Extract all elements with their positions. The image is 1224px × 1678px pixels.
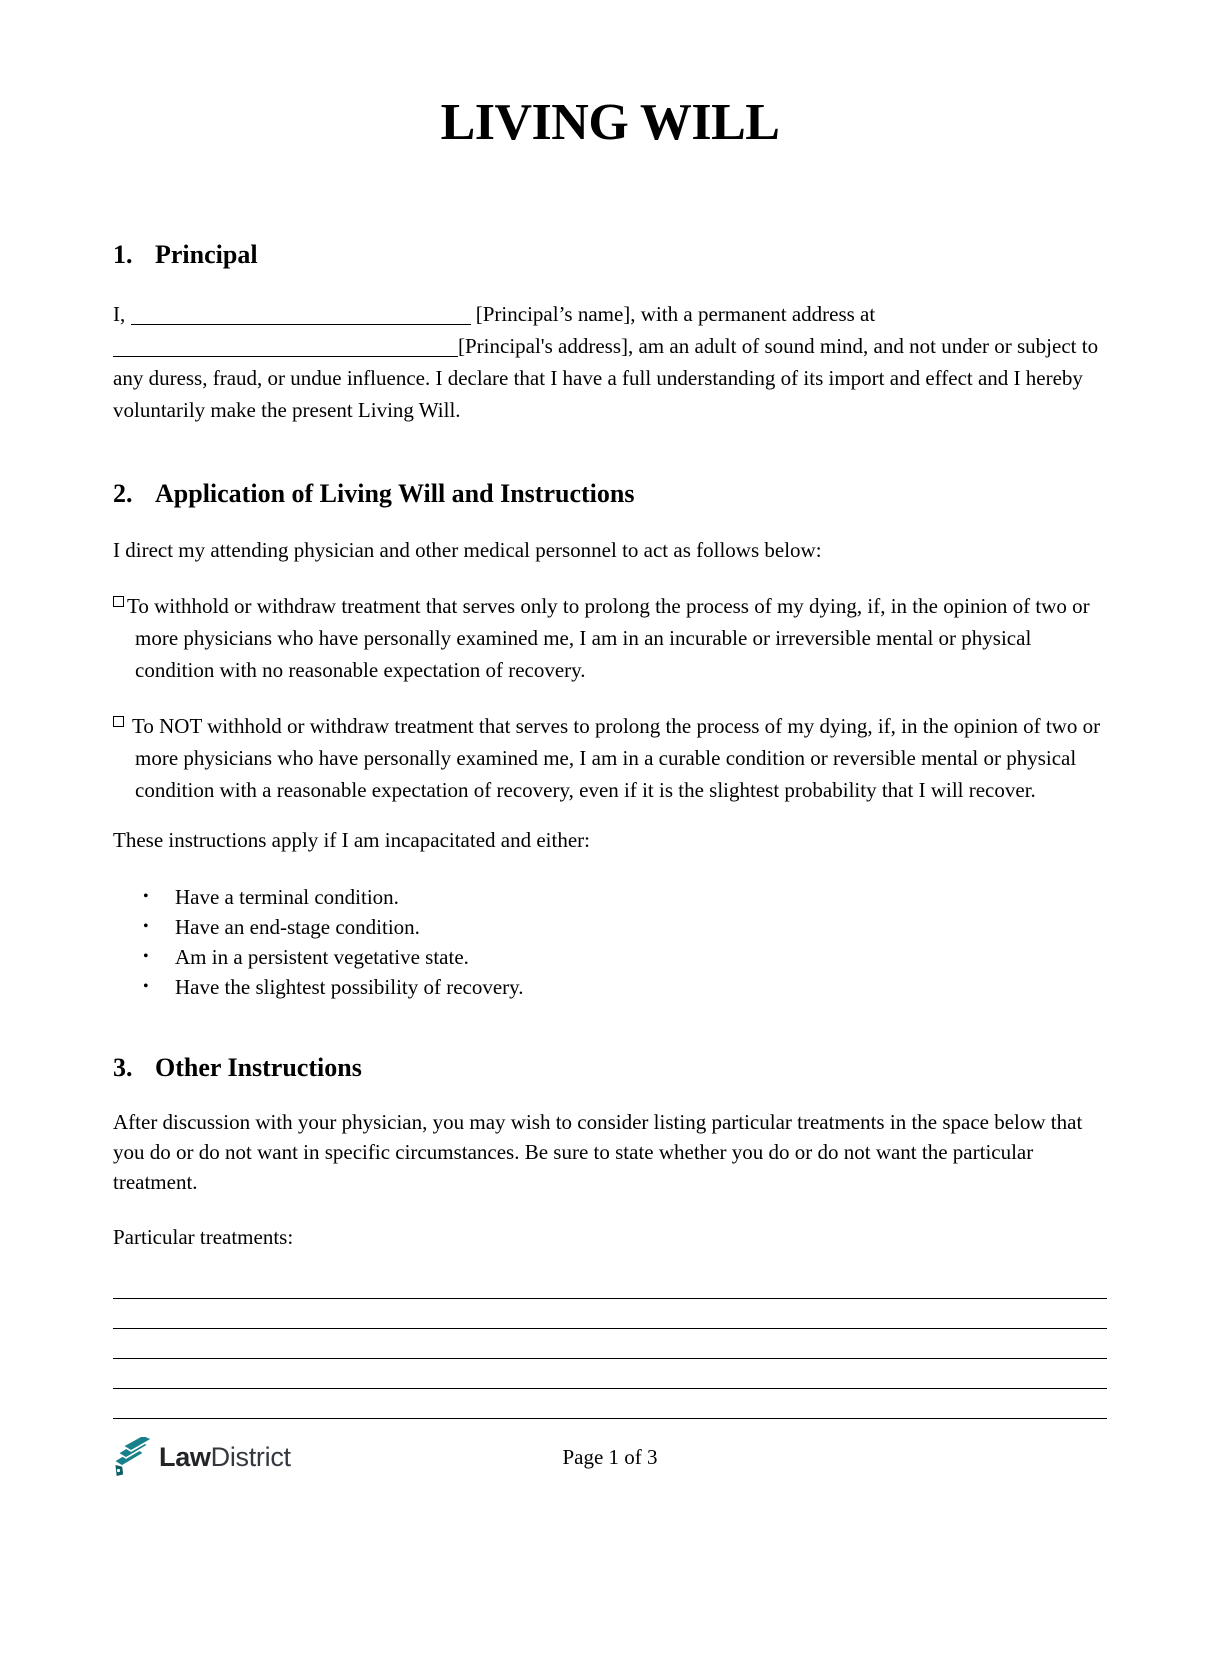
option-withhold-paragraph xyxy=(113,590,1107,686)
conditions-intro: These instructions apply if I am incapacitated and either: xyxy=(113,827,590,852)
condition-item-end-stage: • Have an end-stage condition. xyxy=(175,912,1107,942)
treatments-write-in-area xyxy=(113,1269,1107,1419)
treatments-line-3[interactable] xyxy=(113,1329,1107,1359)
conditions-list xyxy=(113,882,1107,1002)
option-not-withhold-paragraph xyxy=(113,710,1107,806)
principal-paragraph xyxy=(113,298,1107,426)
section-2-title: Application of Living Will and Instructions xyxy=(155,479,635,509)
page-number-indicator: Page 1 of 3 xyxy=(562,1445,658,1470)
principal-name-blank[interactable] xyxy=(131,305,471,325)
treatments-line-1[interactable] xyxy=(113,1269,1107,1299)
brand-law-text: Law xyxy=(159,1442,211,1473)
section-2-heading xyxy=(113,478,1107,509)
condition-item-vegetative: • Am in a persistent vegetative state. xyxy=(175,942,1107,972)
document-page xyxy=(0,94,1224,1678)
lawdistrict-wordmark xyxy=(159,1442,291,1473)
treatments-line-2[interactable] xyxy=(113,1299,1107,1329)
principal-name-text: [Principal’s name], with a permanent address at xyxy=(475,302,876,327)
lawdistrict-logo xyxy=(113,1437,291,1479)
treatments-line-4[interactable] xyxy=(113,1359,1107,1389)
other-instructions-paragraph: After discussion with your physician, you may wish to consider listing particular treatments in the space below that you do or do not want in specific circumstances. Be sure to state whether you do or do not want the particular treatment. xyxy=(113,1109,1083,1194)
condition-item-terminal: • Have a terminal condition. xyxy=(175,882,1107,912)
section-3-heading xyxy=(113,1052,1107,1083)
section-3-number: 3. xyxy=(113,1052,133,1082)
directive-intro: I direct my attending physician and other medical personnel to act as follows below: xyxy=(113,537,822,562)
section-2-number: 2. xyxy=(113,479,133,509)
section-3-title: Other Instructions xyxy=(155,1052,362,1082)
not-withhold-checkbox-icon[interactable] xyxy=(113,716,124,727)
option-not-withhold-text: To NOT withhold or withdraw treatment that serves to prolong the process of my dying, if, in the opinion of two or more physicians who have personally examined me, I am in a curable condition or reversible mental or physical condition with a reasonable expectation of recovery, even if it is the slightest probability that I will recover. xyxy=(132,713,1101,802)
option-withhold-text: To withhold or withdraw treatment that serves only to prolong the process of my dying, if, in the opinion of two or more physicians who have personally examined me, I am in an incurable or irreversible mental or physical condition with no reasonable expectation of recovery. xyxy=(127,593,1090,682)
condition-item-recovery: • Have the slightest possibility of recovery. xyxy=(175,972,1107,1002)
principal-intro-text: I, xyxy=(113,302,126,327)
principal-address-text: [Principal's address], am an adult of sound mind, and not under or subject to any duress, fraud, or undue influence. I declare that I have a full understanding of its import and effect and I hereby voluntarily make the present Living Will. xyxy=(113,334,1099,423)
section-1-title: Principal xyxy=(155,240,258,270)
principal-address-blank[interactable] xyxy=(113,337,458,357)
treatments-line-5[interactable] xyxy=(113,1389,1107,1419)
withhold-checkbox-icon[interactable] xyxy=(113,596,124,607)
particular-treatments-label: Particular treatments: xyxy=(113,1224,294,1249)
section-1-heading xyxy=(113,239,1107,270)
section-1-number: 1. xyxy=(113,240,133,270)
page-footer xyxy=(113,1435,1107,1481)
document-title: LIVING WILL xyxy=(440,94,780,151)
brand-district-text: District xyxy=(210,1442,291,1473)
stacked-documents-icon xyxy=(113,1437,153,1479)
